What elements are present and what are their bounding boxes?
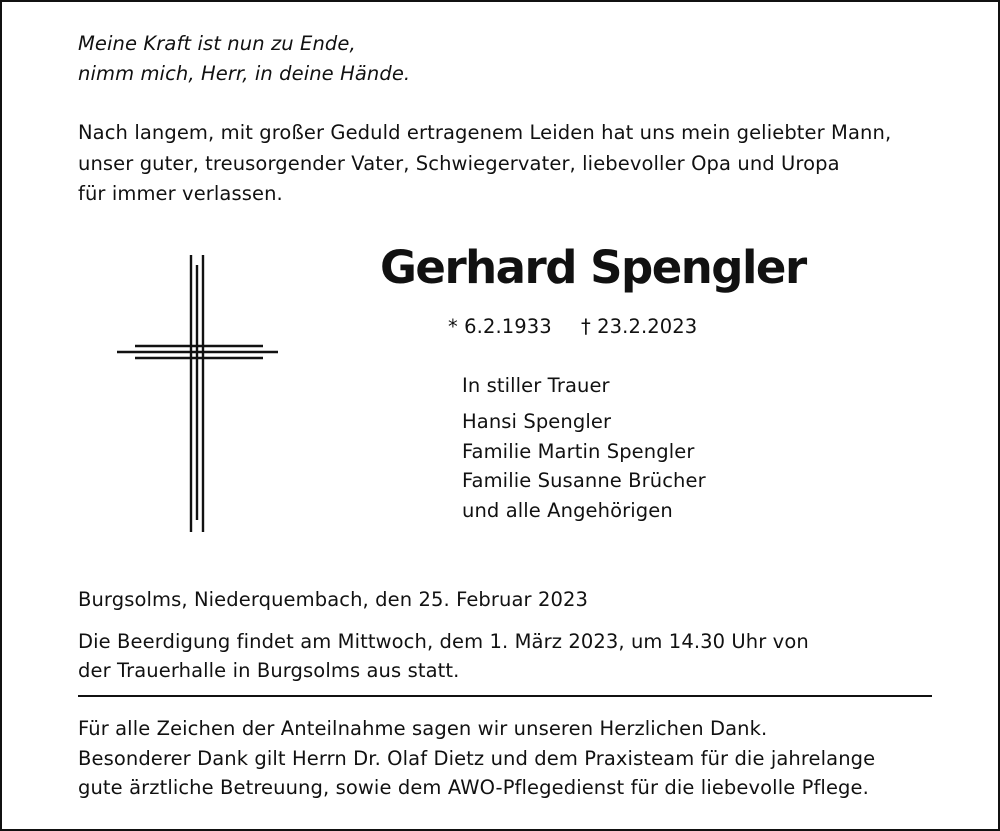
death-date: † 23.2.2023: [581, 315, 698, 338]
funeral-line-1: Die Beerdigung findet am Mittwoch, dem 1. März 2023, um 14.30 Uhr von: [78, 630, 809, 653]
deceased-name: Gerhard Spengler: [380, 241, 806, 294]
verse-line-2: nimm mich, Herr, in deine Hände.: [78, 62, 411, 85]
intro-line-3: für immer verlassen.: [78, 182, 283, 205]
mourner-name: Familie Martin Spengler: [462, 440, 695, 463]
birth-date: * 6.2.1933: [448, 315, 552, 338]
funeral-line-2: der Trauerhalle in Burgsolms aus statt.: [78, 659, 460, 682]
thanks-line-1: Für alle Zeichen der Anteilnahme sagen wir unseren Herzlichen Dank.: [78, 717, 768, 740]
mourner-name: Familie Susanne Brücher: [462, 469, 706, 492]
thanks-line-2: Besonderer Dank gilt Herrn Dr. Olaf Dietz und dem Praxisteam für die jahrelange: [78, 747, 876, 770]
cross-icon: [110, 250, 285, 535]
thanks-line-3: gute ärztliche Betreuung, sowie dem AWO-Pflegedienst für die liebevolle Pflege.: [78, 776, 869, 799]
mourning-heading: In stiller Trauer: [462, 374, 610, 397]
intro-line-1: Nach langem, mit großer Geduld ertragenem Leiden hat uns mein geliebter Mann,: [78, 121, 892, 144]
divider-line: [78, 695, 932, 697]
intro-line-2: unser guter, treusorgender Vater, Schwiegervater, liebevoller Opa und Uropa: [78, 152, 840, 175]
place-date: Burgsolms, Niederquembach, den 25. Februar 2023: [78, 588, 588, 611]
verse-line-1: Meine Kraft ist nun zu Ende,: [78, 32, 356, 55]
mourner-name: und alle Angehörigen: [462, 499, 673, 522]
mourner-name: Hansi Spengler: [462, 410, 612, 433]
